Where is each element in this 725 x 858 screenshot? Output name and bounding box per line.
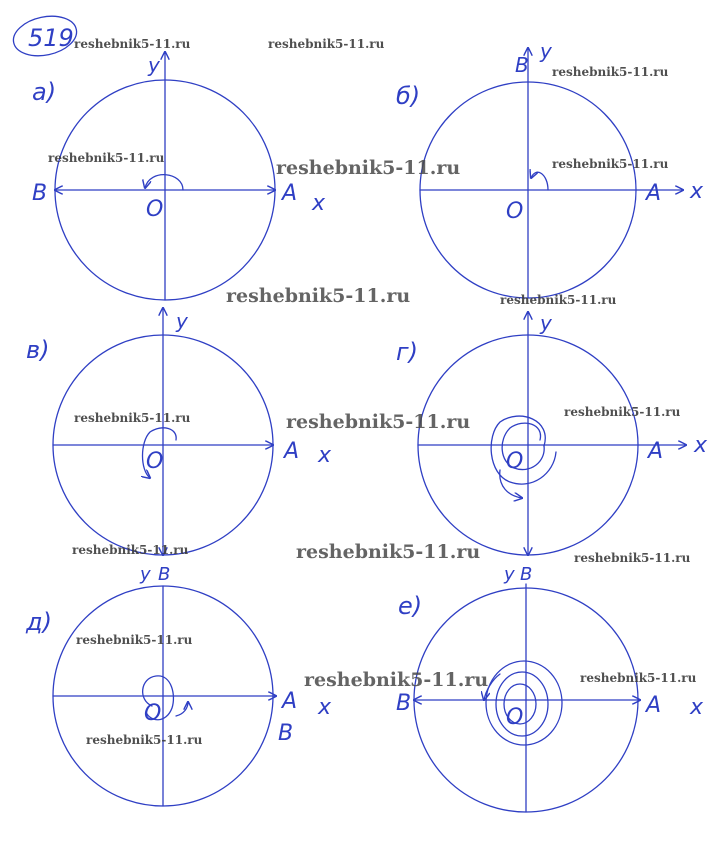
watermark-text: reshebnik5-11.ru (304, 669, 489, 691)
watermark-text: reshebnik5-11.ru (48, 151, 165, 165)
panel-d-outer-spiral (491, 416, 556, 484)
panel-f-outer-loop (486, 661, 562, 745)
panel-a-x-label: x (312, 191, 326, 216)
panel-c-y-label: y (176, 309, 188, 333)
panel-b-x-label: x (690, 179, 704, 204)
panel-f-point-a: A (646, 693, 662, 718)
watermark-text: reshebnik5-11.ru (74, 411, 191, 425)
panel-b-point-b: B (515, 53, 529, 77)
problem-number: 519 (28, 24, 74, 52)
panel-a-y-label: y (148, 53, 160, 77)
panel-d-y-label: y (540, 311, 552, 335)
panel-e-origin: O (144, 701, 162, 726)
panel-d-label: г) (396, 338, 418, 366)
watermark-text: reshebnik5-11.ru (552, 157, 669, 171)
watermark-text: reshebnik5-11.ru (574, 551, 691, 565)
panel-d-x-label: x (694, 433, 708, 458)
panel-a-label: а) (32, 78, 57, 106)
panel-a-rotation-arc (145, 175, 183, 190)
panel-f-point-b2: B (520, 564, 533, 585)
panel-e-point-b2: B (278, 721, 294, 746)
panel-b-label: б) (396, 82, 421, 110)
panel-d (396, 311, 708, 555)
panel-d-origin: O (506, 449, 524, 474)
panel-a-point-b: B (32, 181, 48, 206)
panel-e-y-label: y (140, 564, 151, 585)
panel-e-x-label: x (318, 695, 332, 720)
panel-b-y-label: y (540, 39, 552, 63)
watermark-text: reshebnik5-11.ru (74, 37, 191, 51)
panel-c-point-a: A (284, 439, 300, 464)
problem-number-badge (10, 11, 81, 61)
panel-c-label: в) (26, 336, 50, 364)
watermark-text: reshebnik5-11.ru (86, 733, 203, 747)
panel-f-origin: O (506, 705, 524, 730)
panel-e-rotation-arrow (176, 702, 188, 716)
watermark-text: reshebnik5-11.ru (268, 37, 385, 51)
watermark-text: reshebnik5-11.ru (226, 285, 411, 307)
watermark-text: reshebnik5-11.ru (500, 293, 617, 307)
watermark-text: reshebnik5-11.ru (76, 633, 193, 647)
panel-b-origin: O (506, 199, 524, 224)
watermark-text: reshebnik5-11.ru (276, 157, 461, 179)
watermarks (48, 37, 697, 747)
panel-b-point-a: A (646, 181, 662, 206)
watermark-text: reshebnik5-11.ru (72, 543, 189, 557)
watermark-text: reshebnik5-11.ru (564, 405, 681, 419)
panel-f-y-label: y (504, 564, 515, 585)
watermark-text: reshebnik5-11.ru (286, 411, 471, 433)
panel-f-x-label: x (690, 695, 704, 720)
watermark-text: reshebnik5-11.ru (580, 671, 697, 685)
panel-e (25, 564, 332, 806)
panel-c-x-label: x (318, 443, 332, 468)
panel-b-rotation-arc (531, 172, 548, 190)
panel-f-label: е) (398, 592, 423, 620)
watermark-text: reshebnik5-11.ru (552, 65, 669, 79)
panel-e-label: д) (26, 608, 52, 636)
panel-f-point-b: B (396, 691, 412, 716)
panel-c-origin: O (146, 449, 164, 474)
panel-a-origin: O (146, 197, 164, 222)
panel-e-point-a: A (282, 689, 298, 714)
panel-a-point-a: A (282, 181, 298, 206)
panel-d-point-a: A (648, 439, 664, 464)
panel-e-point-b: B (158, 564, 171, 585)
watermark-text: reshebnik5-11.ru (296, 541, 481, 563)
